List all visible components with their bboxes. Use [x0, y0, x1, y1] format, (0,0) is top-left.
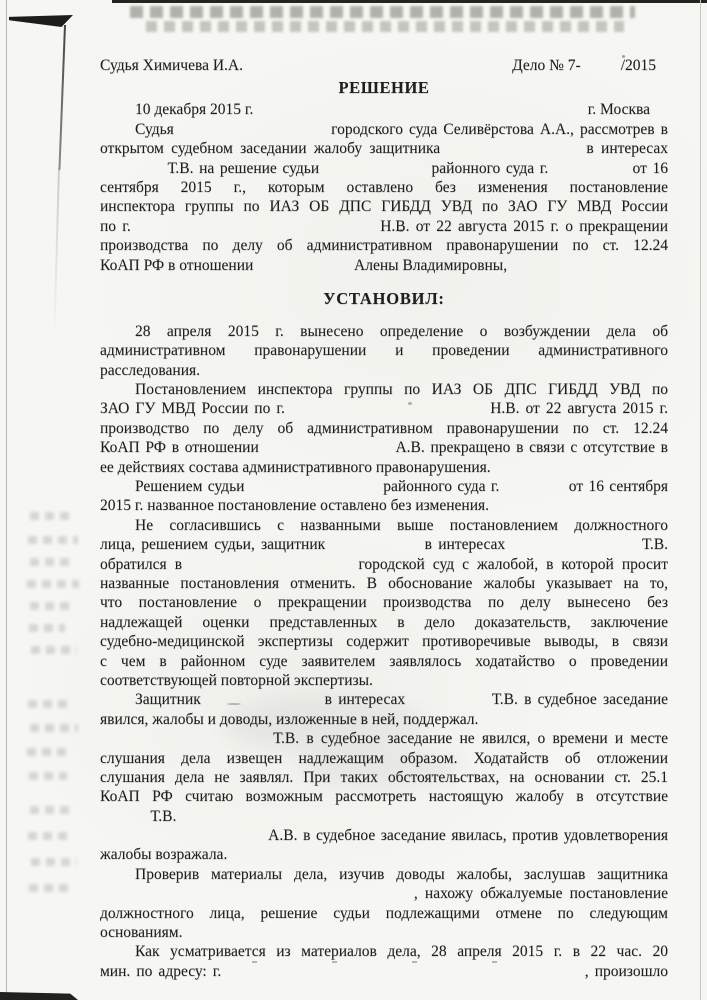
document-line: слушания дела извещен надлежащим образом. Ходатайств об отложении — [100, 749, 668, 767]
document-line: лица, решением судьи, защитник в интересах Т.В. — [100, 536, 668, 554]
document-line: КоАП РФ в отношении А.В. прекращено в связи с отсутствие в — [100, 439, 668, 457]
document-line: 2015 г. названное постановление оставлено без изменения. — [100, 497, 489, 515]
scan-artifact-margin-smudge — [31, 858, 77, 866]
document-date: 10 декабря 2015 г. — [135, 101, 254, 119]
document-line: Судья городского суда Селивёрстова А.А., рассмотрев в — [135, 120, 668, 138]
document-line: жалобы возражала. — [100, 846, 228, 864]
document-line: Не согласившись с названными выше постановлением должностного — [135, 516, 668, 534]
document-line: , нахожу обжалуемые постановление — [100, 885, 668, 903]
scan-artifact-margin-smudge — [27, 580, 79, 588]
document-line: инспектора группы по ИАЗ ОБ ДПС ГИБДД УВД по ЗАО ГУ МВД России — [100, 198, 668, 216]
document-line: названные постановления отменить. В обоснование жалобы указывает на то, — [100, 574, 668, 592]
document-line: сентября 2015 г., которым оставлено без изменения постановление — [100, 178, 668, 196]
scan-artifact-right-edge-line — [700, 0, 701, 1000]
document-line: Т.В. — [100, 807, 177, 825]
document-line: Защитник в интересах Т.В. в судебное заседание — [135, 691, 668, 709]
document-line: что постановление о прекращении производства по делу вынесено без — [100, 594, 668, 612]
document-line: КоАП РФ считаю возможным рассмотреть настоящую жалобу в отсутствие — [100, 788, 668, 806]
document-body — [100, 120, 668, 981]
document-line: ЗАО ГУ МВД России по г. Н.В. от 22 августа 2015 г. — [100, 400, 668, 418]
judge-name: Судья Химичева И.А. — [100, 57, 243, 74]
document-line: надлежащей оценки представленных в дело доказательств, заключение — [100, 613, 668, 631]
document-line: мин. по адресу: г. , произошло — [100, 962, 668, 980]
document-header-row — [100, 56, 668, 75]
scan-artifact-fold-line — [58, 25, 66, 170]
scan-artifact-margin-smudge — [29, 772, 67, 780]
document-line: производства по делу об административном правонарушении по ст. 12.24 — [100, 237, 668, 255]
document-line: явился, жалобы и доводы, изложенные в ней, поддержал. — [100, 710, 479, 728]
document-line: соответствующей повторной экспертизы. — [100, 671, 373, 689]
document-line: с чем в районном суде заявителем заявлялось ходатайство о проведении — [100, 652, 668, 670]
document-title: РЕШЕНИЕ — [338, 78, 430, 98]
document-line: производство по делу об административном правонарушении по ст. 12.24 — [100, 419, 668, 437]
document-line: по г. Н.В. от 22 августа 2015 г. о прекращении — [100, 217, 668, 235]
scan-artifact-margin-smudge — [29, 624, 65, 632]
document-line: Решением судьи районного суда г. от 16 сентября — [135, 478, 668, 496]
case-number — [512, 56, 656, 75]
case-number-suffix: /2015 — [620, 57, 656, 74]
scan-artifact-margin-smudge — [28, 832, 68, 840]
document-line: КоАП РФ в отношении Алены Владимировны, — [100, 256, 508, 274]
document-line: ее действиях состава административного правонарушения. — [100, 458, 491, 476]
document-line: открытом судебном заседании жалобу защитника в интересах — [100, 140, 668, 158]
document-line: обратился в городской суд с жалобой, в которой просит — [100, 555, 668, 573]
case-number-prefix: Дело № 7- — [512, 57, 581, 74]
scan-artifact-margin-smudge — [28, 536, 78, 544]
scan-artifact-margin-smudge — [30, 724, 78, 732]
scan-artifact-margin-smudge — [27, 748, 69, 756]
scan-artifact-bottom-corner — [0, 992, 78, 1000]
scan-artifact-margin-smudge — [30, 558, 70, 566]
scan-artifact-top-edge — [112, 0, 707, 3]
scan-artifact-margin-smudge — [30, 602, 74, 610]
document-line: расследования. — [100, 361, 201, 379]
document-line: Проверив материалы дела, изучив доводы жалобы, заслушав защитника — [135, 865, 668, 883]
document-line: Т.В. на решение судьи районного суда г. от 16 — [100, 159, 668, 177]
document-line: Постановлением инспектора группы по ИАЗ ОБ ДПС ГИБДД УВД по — [135, 381, 668, 399]
document-line: основаниям. — [100, 924, 183, 942]
scan-artifact-margin-smudge — [29, 884, 69, 892]
document-text — [100, 56, 668, 981]
section-heading: УСТАНОВИЛ: — [323, 288, 445, 308]
scan-artifact-left-edge-line — [6, 0, 7, 1000]
document-line: Как усматривается из материалов дела, 28 апреля 2015 г. в 22 час. 20 — [135, 943, 668, 961]
document-line: Т.В. в судебное заседание не явился, о времени и месте — [100, 730, 668, 748]
scan-artifact-bleedthrough-text — [130, 6, 635, 18]
document-line: А.В. в судебное заседание явилась, против удовлетворения — [100, 827, 668, 845]
document-line: должностного лица, решение судьи подлежащими отмене по следующим — [100, 904, 668, 922]
document-date-row — [100, 100, 668, 119]
document-city: г. Москва — [587, 101, 650, 119]
scan-artifact-fold-line — [53, 168, 59, 338]
document-line: 28 апреля 2015 г. вынесено определение о возбуждении дела об — [135, 322, 668, 340]
document-line: слушания дела не заявлял. При таких обстоятельствах, на основании ст. 25.1 — [100, 768, 668, 786]
document-line: судебно-медицинской экспертизы содержит противоречивые выводы, в связи — [100, 633, 668, 651]
scan-artifact-margin-smudge — [30, 806, 74, 814]
scan-artifact-bleedthrough-text — [146, 21, 624, 32]
scan-artifact-margin-smudge — [28, 700, 68, 708]
scan-artifact-margin-smudge — [31, 646, 77, 654]
scan-artifact-margin-smudge — [30, 512, 72, 520]
document-line: административном правонарушении и проведении административного — [100, 342, 668, 360]
